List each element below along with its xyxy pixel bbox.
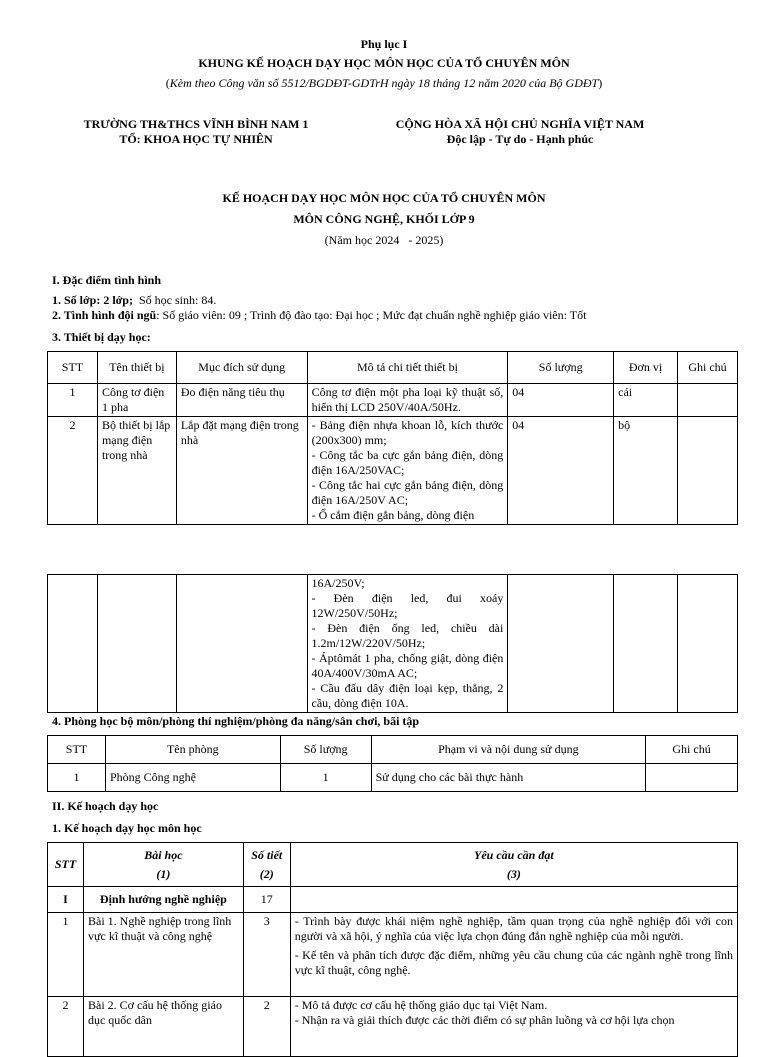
col-header-note: Ghi chú — [678, 352, 738, 384]
chapter-requirements — [290, 887, 737, 913]
empty-cell — [48, 575, 98, 713]
row-stt: 2 — [48, 417, 98, 525]
col-header-purpose: Mục đích sử dụng — [176, 352, 307, 384]
class-info: 1. Số lớp: 2 lớp; Số học sinh: 84. — [52, 293, 217, 307]
description-line: - Đèn điện led, đui xoáy 12W/250V/50Hz; — [311, 591, 504, 620]
room-quantity: 1 — [280, 764, 371, 792]
equipment-table-continued — [47, 574, 738, 713]
description-line: - Áptômát 1 pha, chống giật, dòng điện 40A/400V/30mA AC; — [311, 651, 504, 680]
device-description: Công tơ điện một pha loại kỹ thuật số, hiển thị LCD 250V/40A/50Hz. — [307, 384, 508, 417]
empty-cell — [678, 575, 738, 713]
device-quantity: 04 — [508, 384, 614, 417]
appendix-label: Phụ lục I — [360, 37, 408, 51]
col-header-quantity: Số lượng — [508, 352, 614, 384]
section-1-heading: I. Đặc điểm tình hình — [52, 273, 162, 287]
requirement-line: - Trình bày được khái niệm nghề nghiệp, tầm quan trọng của nghề nghiệp đối với con người và xã hội, ý nghĩa của việc lựa chọn đúng đắn nghề nghiệp của mỗi người. — [294, 914, 733, 943]
table-row — [48, 997, 738, 1057]
device-note — [678, 417, 738, 525]
lesson-title: Bài 2. Cơ cấu hệ thống giáo dục quốc dân — [83, 997, 243, 1057]
room-name: Phòng Công nghệ — [105, 764, 280, 792]
table-row — [48, 575, 738, 713]
lesson-periods: 2 — [243, 997, 290, 1057]
device-description — [307, 575, 508, 713]
nation-name: CỘNG HÒA XÃ HỘI CHỦ NGHĨA VIỆT NAM — [395, 117, 645, 131]
lesson-periods: 3 — [243, 913, 290, 997]
device-quantity: 04 — [508, 417, 614, 525]
requirement-line: - Nhận ra và giải thích được các thời điểm có sự phân luồng và cơ hội lựa chọn — [294, 1013, 675, 1027]
description-line: - Đèn điện ống led, chiều dài 1.2m/12W/220V/50Hz; — [311, 621, 504, 650]
description-line: 16A/250V; — [311, 576, 365, 590]
row-stt: 1 — [48, 913, 84, 997]
subject-line: MÔN CÔNG NGHỆ, KHỐI LỚP 9 — [293, 212, 475, 226]
description-line: - Bảng điện nhựa khoan lỗ, kích thước (200x300) mm; — [311, 418, 504, 447]
room-note — [646, 764, 738, 792]
description-line: - Công tắc hai cực gắn bảng điện, dòng điện 16A/250V AC; — [311, 478, 504, 507]
table-row — [48, 913, 738, 997]
equipment-header-row — [48, 352, 738, 384]
school-name: TRƯỜNG TH&THCS VĨNH BÌNH NAM 1 — [83, 117, 309, 131]
chapter-row — [48, 887, 738, 913]
chapter-number: I — [48, 887, 84, 913]
col-header-unit: Đơn vị — [614, 352, 678, 384]
device-name: Bộ thiết bị lắp mạng điện trong nhà — [97, 417, 176, 525]
col-header-quantity: Số lượng — [280, 736, 371, 764]
rooms-heading: 4. Phòng học bộ môn/phòng thí nghiệm/phòng đa năng/sân chơi, bãi tập — [52, 714, 420, 728]
subject-plan-heading: 1. Kế hoạch dạy học môn học — [52, 821, 202, 835]
device-note — [678, 384, 738, 417]
rooms-table — [47, 735, 738, 792]
device-unit: cái — [614, 384, 678, 417]
col-header-periods: Số tiết (2) — [243, 843, 290, 887]
description-line: - Công tắc ba cực gắn bảng điện, dòng điện 16A/250VAC; — [311, 448, 504, 477]
col-header-device-name: Tên thiết bị — [97, 352, 176, 384]
plan-title: KẾ HOẠCH DẠY HỌC MÔN HỌC CỦA TỔ CHUYÊN MÔN — [222, 191, 546, 205]
motto: Độc lập - Tự do - Hạnh phúc — [446, 132, 594, 146]
col-header-note: Ghi chú — [646, 736, 738, 764]
col-header-room-name: Tên phòng — [105, 736, 280, 764]
col-header-stt: STT — [48, 736, 106, 764]
col-header-stt: STT — [48, 352, 98, 384]
equipment-heading: 3. Thiết bị dạy học: — [52, 330, 151, 344]
description-line: - Cầu đấu dây điện loại kẹp, thẳng, 2 cầu, dòng điện 10A. — [311, 681, 504, 710]
col-header-lesson: Bài học (1) — [83, 843, 243, 887]
empty-cell — [614, 575, 678, 713]
device-unit: bộ — [614, 417, 678, 525]
rooms-header-row — [48, 736, 738, 764]
requirement-line: - Mô tả được cơ cấu hệ thống giáo dục tại Việt Nam. — [294, 998, 548, 1012]
device-name: Công tơ điện 1 pha — [97, 384, 176, 417]
plan-header-row — [48, 843, 738, 887]
col-header-scope: Phạm vi và nội dung sử dụng — [371, 736, 646, 764]
col-header-requirements: Yêu cầu cần đạt (3) — [290, 843, 737, 887]
lesson-requirements — [290, 913, 737, 997]
device-description — [307, 417, 508, 525]
device-purpose: Đo điện năng tiêu thụ — [176, 384, 307, 417]
staff-info: 2. Tình hình đội ngũ: Số giáo viên: 09 ; Trình độ đào tạo: Đại học ; Mức đạt chuẩn nghề nghiệp giáo viên: Tốt — [52, 308, 587, 322]
department-name: TỔ: KHOA HỌC TỰ NHIÊN — [119, 132, 273, 146]
device-purpose: Lắp đặt mạng điện trong nhà — [176, 417, 307, 525]
requirement-line: - Kể tên và phân tích được đặc điểm, những yêu cầu chung của các ngành nghề trong lĩnh vực kĩ thuật, công nghệ. — [294, 948, 733, 977]
room-scope: Sử dụng cho các bài thực hành — [371, 764, 646, 792]
table-row — [48, 764, 738, 792]
col-header-stt: STT — [48, 843, 84, 887]
empty-cell — [97, 575, 176, 713]
equipment-table — [47, 351, 738, 525]
row-stt: 1 — [48, 764, 106, 792]
framework-title: KHUNG KẾ HOẠCH DẠY HỌC MÔN HỌC CỦA TỔ CHUYÊN MÔN — [198, 56, 570, 70]
school-year: (Năm học 2024 - 2025) — [324, 233, 444, 247]
section-2-heading: II. Kế hoạch dạy học — [52, 799, 159, 813]
chapter-periods: 17 — [243, 887, 290, 913]
table-row — [48, 417, 738, 525]
table-row — [48, 384, 738, 417]
chapter-title: Định hướng nghề nghiệp — [83, 887, 243, 913]
lesson-requirements — [290, 997, 737, 1057]
teaching-plan-table — [47, 842, 738, 1057]
row-stt: 2 — [48, 997, 84, 1057]
reference-line: (Kèm theo Công văn số 5512/BGDĐT-GDTrH ngày 18 tháng 12 năm 2020 của Bộ GDĐT) — [165, 76, 603, 90]
row-stt: 1 — [48, 384, 98, 417]
empty-cell — [508, 575, 614, 713]
description-line: - Ổ cắm điện gắn bảng, dòng điện — [311, 508, 475, 522]
lesson-title: Bài 1. Nghề nghiệp trong lĩnh vực kĩ thuật và công nghệ — [83, 913, 243, 997]
col-header-description: Mô tả chi tiết thiết bị — [307, 352, 508, 384]
empty-cell — [176, 575, 307, 713]
